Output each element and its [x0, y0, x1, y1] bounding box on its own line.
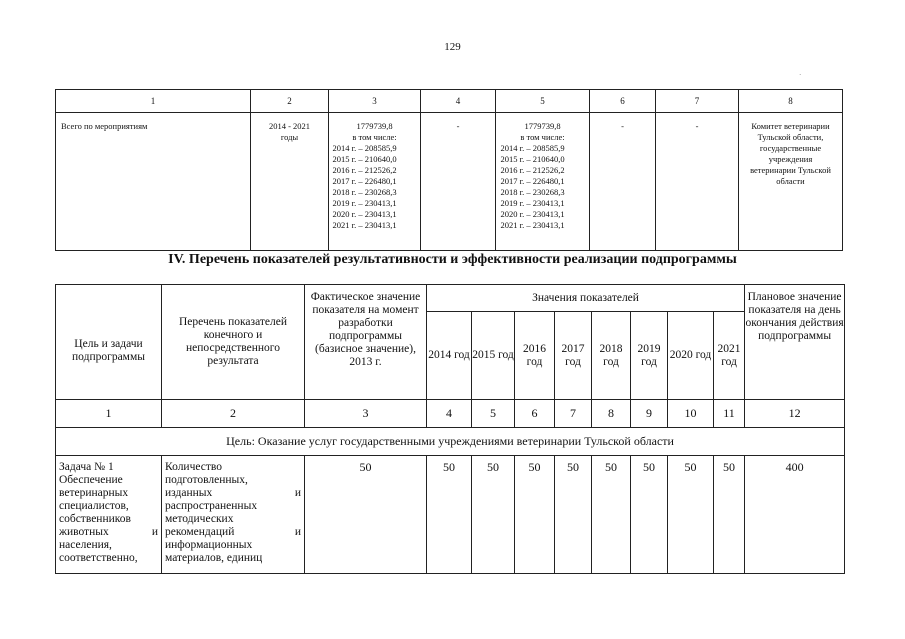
indicator-line: распространенных: [165, 500, 258, 512]
header-year: 2016 год: [515, 312, 555, 400]
task-line: Обеспечение: [59, 474, 123, 486]
total-funding-cell: [329, 113, 421, 251]
header-indicators: Перечень показателей конечного и непосредственного результата: [162, 285, 305, 400]
funding-year: 2017 г. – 226480,1: [500, 176, 565, 186]
indicator-word: и: [294, 487, 301, 499]
col-number: 2: [162, 400, 305, 428]
header-goal: Цель и задачи подпрограммы: [56, 285, 162, 400]
col-number: 1: [56, 90, 251, 113]
section-title: IV. Перечень показателей результативности и эффективности реализации подпрограммы: [168, 252, 737, 267]
responsible-text: Комитет ветеринарии Тульской области, государственные учреждения ветеринарии Тульской области: [750, 121, 831, 186]
indicator-line-justified: [165, 487, 301, 500]
header-year: 2018 год: [592, 312, 631, 400]
indicator-cell: [162, 456, 305, 574]
funding-year: 2016 г. – 212526,2: [332, 165, 397, 175]
actual-value-cell: 50: [305, 456, 427, 574]
indicator-word: рекомендаций: [165, 526, 235, 538]
dash-cell: -: [421, 113, 496, 251]
task-line-justified: [59, 526, 158, 539]
period-cell: [251, 113, 329, 251]
year-value-cell: 50: [714, 456, 745, 574]
indicator-line: подготовленных,: [165, 474, 248, 486]
col-number: 4: [421, 90, 496, 113]
indicators-table: [55, 284, 845, 574]
col-number: 12: [745, 400, 845, 428]
expenses-table: [55, 89, 843, 251]
year-value-cell: 50: [515, 456, 555, 574]
header-year: 2017 год: [555, 312, 592, 400]
task-line: населения,: [59, 539, 112, 551]
dash-cell: -: [656, 113, 739, 251]
funding-year: 2020 г. – 230413,1: [500, 209, 565, 219]
col-number: 5: [472, 400, 515, 428]
col-number: 8: [592, 400, 631, 428]
funding-year: 2015 г. – 210640,0: [332, 154, 397, 164]
col-number: 2: [251, 90, 329, 113]
page-number: 129: [444, 41, 461, 53]
task-line: ветеринарных: [59, 487, 129, 499]
indicators-header-row: [56, 285, 845, 312]
funding-label: в том числе:: [520, 132, 565, 142]
goal-text: Цель: Оказание услуг государственными учреждениями ветеринарии Тульской области: [56, 428, 845, 456]
funding-year: 2016 г. – 212526,2: [500, 165, 565, 175]
period-text: 2014 - 2021 годы: [268, 121, 311, 142]
col-number: 7: [656, 90, 739, 113]
year-value-cell: 50: [472, 456, 515, 574]
task-line: соответственно,: [59, 552, 138, 564]
task-cell: [56, 456, 162, 574]
funding-year: 2021 г. – 230413,1: [332, 220, 397, 230]
indicator-line: информационных: [165, 539, 253, 551]
funding-year: 2018 г. – 230268,3: [500, 187, 565, 197]
header-year: 2014 год: [427, 312, 472, 400]
funding-year: 2014 г. – 208585,9: [500, 143, 565, 153]
planned-value-cell: 400: [745, 456, 845, 574]
col-number: 7: [555, 400, 592, 428]
header-year: 2021 год: [714, 312, 745, 400]
col-number: 4: [427, 400, 472, 428]
expenses-total-row: [56, 113, 843, 251]
year-value-cell: 50: [555, 456, 592, 574]
header-year: 2020 год: [668, 312, 714, 400]
col-number: 3: [305, 400, 427, 428]
dash-cell: -: [590, 113, 656, 251]
indicator-row: [56, 456, 845, 574]
funding-year: 2021 г. – 230413,1: [500, 220, 565, 230]
col-number: 3: [329, 90, 421, 113]
task-line: специалистов,: [59, 500, 129, 512]
header-year: 2015 год: [472, 312, 515, 400]
year-value-cell: 50: [592, 456, 631, 574]
funding-year: 2019 г. – 230413,1: [332, 198, 397, 208]
col-number: 10: [668, 400, 714, 428]
row-name: Всего по мероприятиям: [56, 113, 251, 251]
expenses-header-row: [56, 90, 843, 113]
column-numbers-row: [56, 400, 845, 428]
funding-year: 2018 г. – 230268,3: [332, 187, 397, 197]
regional-funding-cell: [496, 113, 590, 251]
col-number: 9: [631, 400, 668, 428]
funding-year: 2014 г. – 208585,9: [332, 143, 397, 153]
task-line: Задача № 1: [59, 461, 114, 473]
funding-label: в том числе:: [352, 132, 397, 142]
header-year: 2019 год: [631, 312, 668, 400]
funding-year: 2019 г. – 230413,1: [500, 198, 565, 208]
col-number: 8: [739, 90, 843, 113]
col-number: 6: [515, 400, 555, 428]
year-value-cell: 50: [631, 456, 668, 574]
funding-total: 1779739,8: [356, 121, 393, 131]
year-value-cell: 50: [668, 456, 714, 574]
indicator-line-justified: [165, 526, 301, 539]
col-number: 1: [56, 400, 162, 428]
indicator-word: и: [294, 526, 301, 538]
header-actual-value: Фактическое значение показателя на момент разработки подпрограммы (базисное значение), 2013 г.: [305, 285, 427, 400]
indicator-line: материалов, единиц: [165, 552, 263, 564]
funding-year: 2020 г. – 230413,1: [332, 209, 397, 219]
header-values-group: Значения показателей: [427, 285, 745, 312]
indicator-line: Количество: [165, 461, 222, 473]
col-number: 6: [590, 90, 656, 113]
funding-year: 2015 г. – 210640,0: [500, 154, 565, 164]
col-number: 11: [714, 400, 745, 428]
funding-total: 1779739,8: [524, 121, 561, 131]
indicator-line: методических: [165, 513, 234, 525]
task-line: собственников: [59, 513, 131, 525]
corner-mark: ·: [799, 71, 802, 79]
goal-row: [56, 428, 845, 456]
indicator-word: изданных: [165, 487, 213, 499]
funding-year: 2017 г. – 226480,1: [332, 176, 397, 186]
responsible-cell: [739, 113, 843, 251]
task-word: животных: [59, 526, 109, 538]
year-value-cell: 50: [427, 456, 472, 574]
col-number: 5: [496, 90, 590, 113]
task-word: и: [151, 526, 158, 538]
header-planned-value: Плановое значение показателя на день окончания действия подпрограммы: [745, 285, 845, 400]
